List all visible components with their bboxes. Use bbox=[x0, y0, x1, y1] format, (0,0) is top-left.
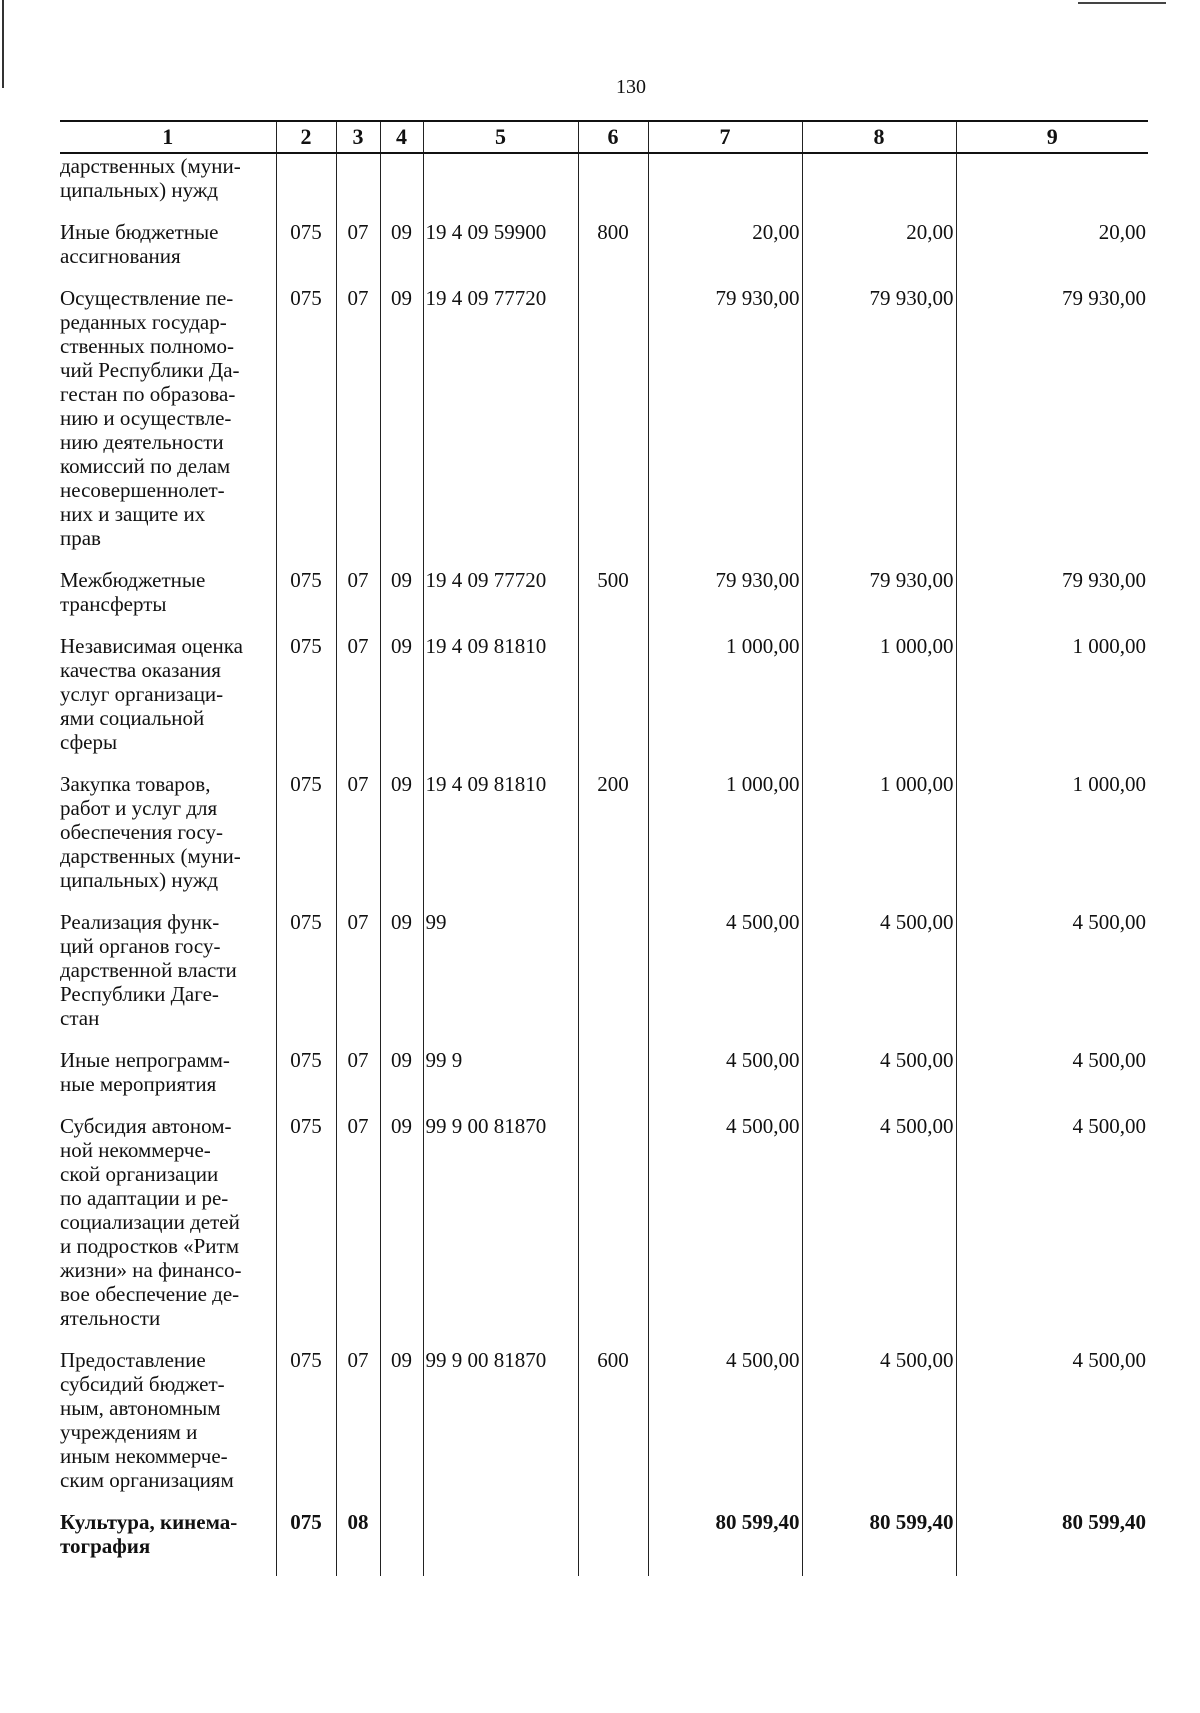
spacer-cell bbox=[276, 1330, 336, 1348]
cell-amount-3: 4 500,00 bbox=[956, 1114, 1148, 1330]
spacer-cell bbox=[60, 202, 276, 220]
page-number: 130 bbox=[616, 76, 646, 98]
spacer-cell bbox=[380, 616, 423, 634]
item-name-line: учреждениям и bbox=[60, 1420, 198, 1444]
spacer-cell bbox=[60, 1330, 276, 1348]
cell-item-name bbox=[60, 772, 276, 892]
spacer-cell bbox=[276, 616, 336, 634]
header-row bbox=[60, 121, 1148, 153]
cell-item-name bbox=[60, 153, 276, 202]
spacer-cell bbox=[380, 268, 423, 286]
spacer-cell bbox=[578, 1558, 648, 1576]
item-name-line: нию и осуществле- bbox=[60, 406, 232, 430]
spacer-cell bbox=[336, 1096, 380, 1114]
row-spacer bbox=[60, 1330, 1148, 1348]
cell-amount-2: 79 930,00 bbox=[802, 286, 956, 550]
cell-amount-1: 4 500,00 bbox=[648, 910, 802, 1030]
spacer-cell bbox=[336, 616, 380, 634]
cell-amount-3: 4 500,00 bbox=[956, 1048, 1148, 1096]
item-name-line: Межбюджетные bbox=[60, 568, 206, 592]
cell-grbs: 075 bbox=[276, 1114, 336, 1330]
cell-item-name bbox=[60, 910, 276, 1030]
spacer-cell bbox=[956, 1492, 1148, 1510]
cell-amount-2: 20,00 bbox=[802, 220, 956, 268]
spacer-cell bbox=[60, 1030, 276, 1048]
cell-expense-type bbox=[578, 910, 648, 1030]
item-name-line: стан bbox=[60, 1006, 100, 1030]
item-name-line: ассигнования bbox=[60, 244, 181, 268]
cell-section: 07 bbox=[336, 286, 380, 550]
header-col-5: 5 bbox=[423, 121, 578, 153]
spacer-cell bbox=[802, 550, 956, 568]
cell-item-name bbox=[60, 1348, 276, 1492]
spacer-cell bbox=[648, 1558, 802, 1576]
cell-amount-2: 4 500,00 bbox=[802, 1348, 956, 1492]
cell-subsection: 09 bbox=[380, 1348, 423, 1492]
cell-grbs: 075 bbox=[276, 286, 336, 550]
spacer-cell bbox=[802, 754, 956, 772]
cell-amount-1: 20,00 bbox=[648, 220, 802, 268]
cell-subsection bbox=[380, 153, 423, 202]
spacer-cell bbox=[276, 1558, 336, 1576]
table-row bbox=[60, 1114, 1148, 1330]
cell-section: 07 bbox=[336, 568, 380, 616]
item-name-line: ципальных) нужд bbox=[60, 868, 219, 892]
spacer-cell bbox=[578, 1330, 648, 1348]
row-spacer bbox=[60, 616, 1148, 634]
cell-expense-type bbox=[578, 1510, 648, 1558]
spacer-cell bbox=[956, 202, 1148, 220]
spacer-cell bbox=[276, 202, 336, 220]
spacer-cell bbox=[802, 1096, 956, 1114]
header-col-7: 7 bbox=[648, 121, 802, 153]
spacer-cell bbox=[956, 550, 1148, 568]
spacer-cell bbox=[956, 892, 1148, 910]
header-col-1: 1 bbox=[60, 121, 276, 153]
spacer-cell bbox=[956, 1096, 1148, 1114]
spacer-cell bbox=[802, 616, 956, 634]
row-spacer bbox=[60, 1030, 1148, 1048]
item-name-line: них и защите их bbox=[60, 502, 206, 526]
item-name-line: дарственной власти bbox=[60, 958, 237, 982]
cell-target-article: 19 4 09 81810 bbox=[423, 772, 578, 892]
item-name-line: сферы bbox=[60, 730, 118, 754]
cell-expense-type bbox=[578, 286, 648, 550]
cell-expense-type: 500 bbox=[578, 568, 648, 616]
cell-section: 07 bbox=[336, 910, 380, 1030]
cell-amount-1: 4 500,00 bbox=[648, 1048, 802, 1096]
item-name-line: Субсидия автоном- bbox=[60, 1114, 232, 1138]
item-name-line: жизни» на финансо- bbox=[60, 1258, 242, 1282]
spacer-cell bbox=[336, 754, 380, 772]
item-name-line: ственных полномо- bbox=[60, 334, 235, 358]
cell-amount-1: 4 500,00 bbox=[648, 1114, 802, 1330]
spacer-cell bbox=[578, 202, 648, 220]
cell-grbs bbox=[276, 153, 336, 202]
spacer-cell bbox=[423, 268, 578, 286]
spacer-cell bbox=[648, 1492, 802, 1510]
spacer-cell bbox=[648, 1096, 802, 1114]
item-name-line: Иные непрограмм- bbox=[60, 1048, 230, 1072]
item-name-line: тография bbox=[60, 1534, 151, 1558]
cell-amount-1: 4 500,00 bbox=[648, 1348, 802, 1492]
spacer-cell bbox=[802, 268, 956, 286]
cell-subsection: 09 bbox=[380, 910, 423, 1030]
budget-table bbox=[60, 120, 1148, 1576]
spacer-cell bbox=[423, 616, 578, 634]
item-name-line: прав bbox=[60, 526, 101, 550]
cell-amount-2 bbox=[802, 153, 956, 202]
cell-amount-1 bbox=[648, 153, 802, 202]
cell-amount-2: 4 500,00 bbox=[802, 910, 956, 1030]
item-name-line: вое обеспечение де- bbox=[60, 1282, 240, 1306]
table-body bbox=[60, 153, 1148, 1576]
table-row bbox=[60, 634, 1148, 754]
spacer-cell bbox=[578, 1096, 648, 1114]
cell-item-name bbox=[60, 1048, 276, 1096]
cell-section bbox=[336, 153, 380, 202]
cell-amount-1: 1 000,00 bbox=[648, 772, 802, 892]
spacer-cell bbox=[423, 1492, 578, 1510]
spacer-cell bbox=[578, 268, 648, 286]
item-name-line: социализации детей bbox=[60, 1210, 240, 1234]
header-col-8: 8 bbox=[802, 121, 956, 153]
cell-item-name bbox=[60, 634, 276, 754]
table-row bbox=[60, 772, 1148, 892]
cell-section: 07 bbox=[336, 1348, 380, 1492]
table-row bbox=[60, 153, 1148, 202]
row-spacer bbox=[60, 1558, 1148, 1576]
cell-amount-1: 79 930,00 bbox=[648, 286, 802, 550]
cell-target-article: 19 4 09 81810 bbox=[423, 634, 578, 754]
spacer-cell bbox=[648, 202, 802, 220]
spacer-cell bbox=[423, 892, 578, 910]
spacer-cell bbox=[336, 1558, 380, 1576]
spacer-cell bbox=[423, 550, 578, 568]
spacer-cell bbox=[578, 550, 648, 568]
item-name-line: ской организации bbox=[60, 1162, 219, 1186]
cell-subsection: 09 bbox=[380, 220, 423, 268]
cell-expense-type bbox=[578, 634, 648, 754]
item-name-line: и подростков «Ритм bbox=[60, 1234, 240, 1258]
cell-amount-1: 80 599,40 bbox=[648, 1510, 802, 1558]
spacer-cell bbox=[276, 892, 336, 910]
cell-item-name bbox=[60, 568, 276, 616]
spacer-cell bbox=[648, 1030, 802, 1048]
item-name-line: ятельности bbox=[60, 1306, 161, 1330]
cell-subsection: 09 bbox=[380, 568, 423, 616]
item-name-line: чий Республики Да- bbox=[60, 358, 240, 382]
spacer-cell bbox=[60, 1558, 276, 1576]
table-row bbox=[60, 910, 1148, 1030]
table-row bbox=[60, 1048, 1148, 1096]
item-name-line: несовершеннолет- bbox=[60, 478, 225, 502]
spacer-cell bbox=[380, 1030, 423, 1048]
spacer-cell bbox=[60, 616, 276, 634]
row-spacer bbox=[60, 202, 1148, 220]
spacer-cell bbox=[648, 892, 802, 910]
spacer-cell bbox=[336, 1330, 380, 1348]
item-name-line: Иные бюджетные bbox=[60, 220, 219, 244]
cell-subsection: 09 bbox=[380, 772, 423, 892]
spacer-cell bbox=[380, 892, 423, 910]
spacer-cell bbox=[380, 754, 423, 772]
item-name-line: реданных государ- bbox=[60, 310, 227, 334]
cell-grbs: 075 bbox=[276, 910, 336, 1030]
cell-grbs: 075 bbox=[276, 1510, 336, 1558]
cell-grbs: 075 bbox=[276, 220, 336, 268]
cell-target-article: 19 4 09 59900 bbox=[423, 220, 578, 268]
item-name-line: услуг организаци- bbox=[60, 682, 224, 706]
spacer-cell bbox=[380, 202, 423, 220]
spacer-cell bbox=[423, 1030, 578, 1048]
spacer-cell bbox=[423, 1096, 578, 1114]
item-name-line: нию деятельности bbox=[60, 430, 224, 454]
cell-amount-1: 1 000,00 bbox=[648, 634, 802, 754]
row-spacer bbox=[60, 550, 1148, 568]
spacer-cell bbox=[648, 268, 802, 286]
cell-grbs: 075 bbox=[276, 772, 336, 892]
cell-amount-3: 1 000,00 bbox=[956, 634, 1148, 754]
cell-section: 07 bbox=[336, 772, 380, 892]
spacer-cell bbox=[380, 1558, 423, 1576]
cell-section: 07 bbox=[336, 1048, 380, 1096]
item-name-line: ной некоммерче- bbox=[60, 1138, 211, 1162]
cell-grbs: 075 bbox=[276, 568, 336, 616]
item-name-line: ций органов госу- bbox=[60, 934, 221, 958]
spacer-cell bbox=[648, 550, 802, 568]
spacer-cell bbox=[276, 1030, 336, 1048]
cell-subsection: 09 bbox=[380, 1114, 423, 1330]
spacer-cell bbox=[802, 892, 956, 910]
cell-subsection bbox=[380, 1510, 423, 1558]
item-name-line: трансферты bbox=[60, 592, 167, 616]
cell-grbs: 075 bbox=[276, 634, 336, 754]
cell-target-article bbox=[423, 153, 578, 202]
cell-target-article: 99 9 00 81870 bbox=[423, 1348, 578, 1492]
cell-section: 07 bbox=[336, 220, 380, 268]
header-col-4: 4 bbox=[380, 121, 423, 153]
item-name-line: качества оказания bbox=[60, 658, 221, 682]
cell-section: 07 bbox=[336, 634, 380, 754]
spacer-cell bbox=[336, 1030, 380, 1048]
spacer-cell bbox=[956, 268, 1148, 286]
spacer-cell bbox=[336, 550, 380, 568]
spacer-cell bbox=[60, 550, 276, 568]
cell-amount-2: 4 500,00 bbox=[802, 1114, 956, 1330]
cell-subsection: 09 bbox=[380, 634, 423, 754]
item-name-line: Предоставление bbox=[60, 1348, 206, 1372]
spacer-cell bbox=[802, 1030, 956, 1048]
item-name-line: субсидий бюджет- bbox=[60, 1372, 225, 1396]
cell-item-name bbox=[60, 286, 276, 550]
cell-target-article: 99 bbox=[423, 910, 578, 1030]
cell-amount-3: 4 500,00 bbox=[956, 1348, 1148, 1492]
spacer-cell bbox=[956, 1558, 1148, 1576]
cell-expense-type: 800 bbox=[578, 220, 648, 268]
spacer-cell bbox=[60, 1492, 276, 1510]
cell-subsection: 09 bbox=[380, 1048, 423, 1096]
spacer-cell bbox=[423, 1558, 578, 1576]
table-row bbox=[60, 220, 1148, 268]
cell-target-article: 19 4 09 77720 bbox=[423, 568, 578, 616]
item-name-line: ным, автономным bbox=[60, 1396, 221, 1420]
item-name-line: ями социальной bbox=[60, 706, 205, 730]
header-col-9: 9 bbox=[956, 121, 1148, 153]
item-name-line: ципальных) нужд bbox=[60, 178, 219, 202]
item-name-line: Республики Даге- bbox=[60, 982, 219, 1006]
cell-item-name bbox=[60, 1114, 276, 1330]
spacer-cell bbox=[802, 1558, 956, 1576]
spacer-cell bbox=[276, 1492, 336, 1510]
spacer-cell bbox=[380, 550, 423, 568]
cell-expense-type: 200 bbox=[578, 772, 648, 892]
spacer-cell bbox=[956, 1030, 1148, 1048]
item-name-line: дарственных (муни- bbox=[60, 154, 241, 178]
cell-target-article: 99 9 bbox=[423, 1048, 578, 1096]
spacer-cell bbox=[956, 616, 1148, 634]
item-name-line: комиссий по делам bbox=[60, 454, 231, 478]
item-name-line: Культура, кинема- bbox=[60, 1510, 238, 1534]
spacer-cell bbox=[578, 1492, 648, 1510]
spacer-cell bbox=[578, 1030, 648, 1048]
cell-amount-2: 1 000,00 bbox=[802, 772, 956, 892]
item-name-line: работ и услуг для bbox=[60, 796, 218, 820]
spacer-cell bbox=[60, 268, 276, 286]
spacer-cell bbox=[276, 1096, 336, 1114]
spacer-cell bbox=[648, 616, 802, 634]
spacer-cell bbox=[380, 1096, 423, 1114]
spacer-cell bbox=[276, 268, 336, 286]
spacer-cell bbox=[60, 1096, 276, 1114]
cell-amount-2: 1 000,00 bbox=[802, 634, 956, 754]
header-col-2: 2 bbox=[276, 121, 336, 153]
cell-grbs: 075 bbox=[276, 1048, 336, 1096]
row-spacer bbox=[60, 1096, 1148, 1114]
spacer-cell bbox=[802, 1492, 956, 1510]
spacer-cell bbox=[380, 1330, 423, 1348]
item-name-line: Реализация функ- bbox=[60, 910, 220, 934]
item-name-line: ским организациям bbox=[60, 1468, 234, 1492]
cell-expense-type bbox=[578, 153, 648, 202]
cell-section: 08 bbox=[336, 1510, 380, 1558]
cell-amount-2: 80 599,40 bbox=[802, 1510, 956, 1558]
cell-amount-3: 79 930,00 bbox=[956, 568, 1148, 616]
cell-expense-type bbox=[578, 1114, 648, 1330]
cell-amount-3 bbox=[956, 153, 1148, 202]
row-spacer bbox=[60, 892, 1148, 910]
table-row bbox=[60, 568, 1148, 616]
cell-amount-3: 4 500,00 bbox=[956, 910, 1148, 1030]
spacer-cell bbox=[336, 202, 380, 220]
cell-target-article bbox=[423, 1510, 578, 1558]
spacer-cell bbox=[578, 892, 648, 910]
item-name-line: гестан по образова- bbox=[60, 382, 236, 406]
cell-item-name bbox=[60, 1510, 276, 1558]
item-name-line: Закупка товаров, bbox=[60, 772, 211, 796]
spacer-cell bbox=[802, 202, 956, 220]
row-spacer bbox=[60, 754, 1148, 772]
cell-amount-3: 79 930,00 bbox=[956, 286, 1148, 550]
item-name-line: обеспечения госу- bbox=[60, 820, 224, 844]
spacer-cell bbox=[60, 754, 276, 772]
spacer-cell bbox=[956, 1330, 1148, 1348]
spacer-cell bbox=[956, 754, 1148, 772]
cell-amount-3: 20,00 bbox=[956, 220, 1148, 268]
header-col-3: 3 bbox=[336, 121, 380, 153]
table-row bbox=[60, 1510, 1148, 1558]
spacer-cell bbox=[648, 1330, 802, 1348]
table-row bbox=[60, 1348, 1148, 1492]
item-name-line: ные мероприятия bbox=[60, 1072, 217, 1096]
spacer-cell bbox=[380, 1492, 423, 1510]
table-row bbox=[60, 286, 1148, 550]
cell-subsection: 09 bbox=[380, 286, 423, 550]
spacer-cell bbox=[423, 202, 578, 220]
item-name-line: дарственных (муни- bbox=[60, 844, 241, 868]
row-spacer bbox=[60, 268, 1148, 286]
spacer-cell bbox=[336, 268, 380, 286]
cell-amount-2: 4 500,00 bbox=[802, 1048, 956, 1096]
item-name-line: Независимая оценка bbox=[60, 634, 243, 658]
spacer-cell bbox=[423, 1330, 578, 1348]
cell-target-article: 19 4 09 77720 bbox=[423, 286, 578, 550]
top-edge-rule bbox=[1078, 2, 1166, 4]
spacer-cell bbox=[276, 550, 336, 568]
spacer-cell bbox=[276, 754, 336, 772]
cell-expense-type bbox=[578, 1048, 648, 1096]
item-name-line: Осуществление пе- bbox=[60, 286, 234, 310]
spacer-cell bbox=[423, 754, 578, 772]
cell-expense-type: 600 bbox=[578, 1348, 648, 1492]
cell-amount-3: 80 599,40 bbox=[956, 1510, 1148, 1558]
item-name-line: по адаптации и ре- bbox=[60, 1186, 229, 1210]
cell-grbs: 075 bbox=[276, 1348, 336, 1492]
cell-amount-2: 79 930,00 bbox=[802, 568, 956, 616]
left-edge-rule bbox=[2, 0, 4, 88]
header-col-6: 6 bbox=[578, 121, 648, 153]
cell-section: 07 bbox=[336, 1114, 380, 1330]
spacer-cell bbox=[336, 1492, 380, 1510]
spacer-cell bbox=[578, 616, 648, 634]
spacer-cell bbox=[60, 892, 276, 910]
spacer-cell bbox=[578, 754, 648, 772]
item-name-line: иным некоммерче- bbox=[60, 1444, 228, 1468]
spacer-cell bbox=[802, 1330, 956, 1348]
cell-amount-3: 1 000,00 bbox=[956, 772, 1148, 892]
cell-target-article: 99 9 00 81870 bbox=[423, 1114, 578, 1330]
spacer-cell bbox=[336, 892, 380, 910]
cell-amount-1: 79 930,00 bbox=[648, 568, 802, 616]
spacer-cell bbox=[648, 754, 802, 772]
row-spacer bbox=[60, 1492, 1148, 1510]
cell-item-name bbox=[60, 220, 276, 268]
